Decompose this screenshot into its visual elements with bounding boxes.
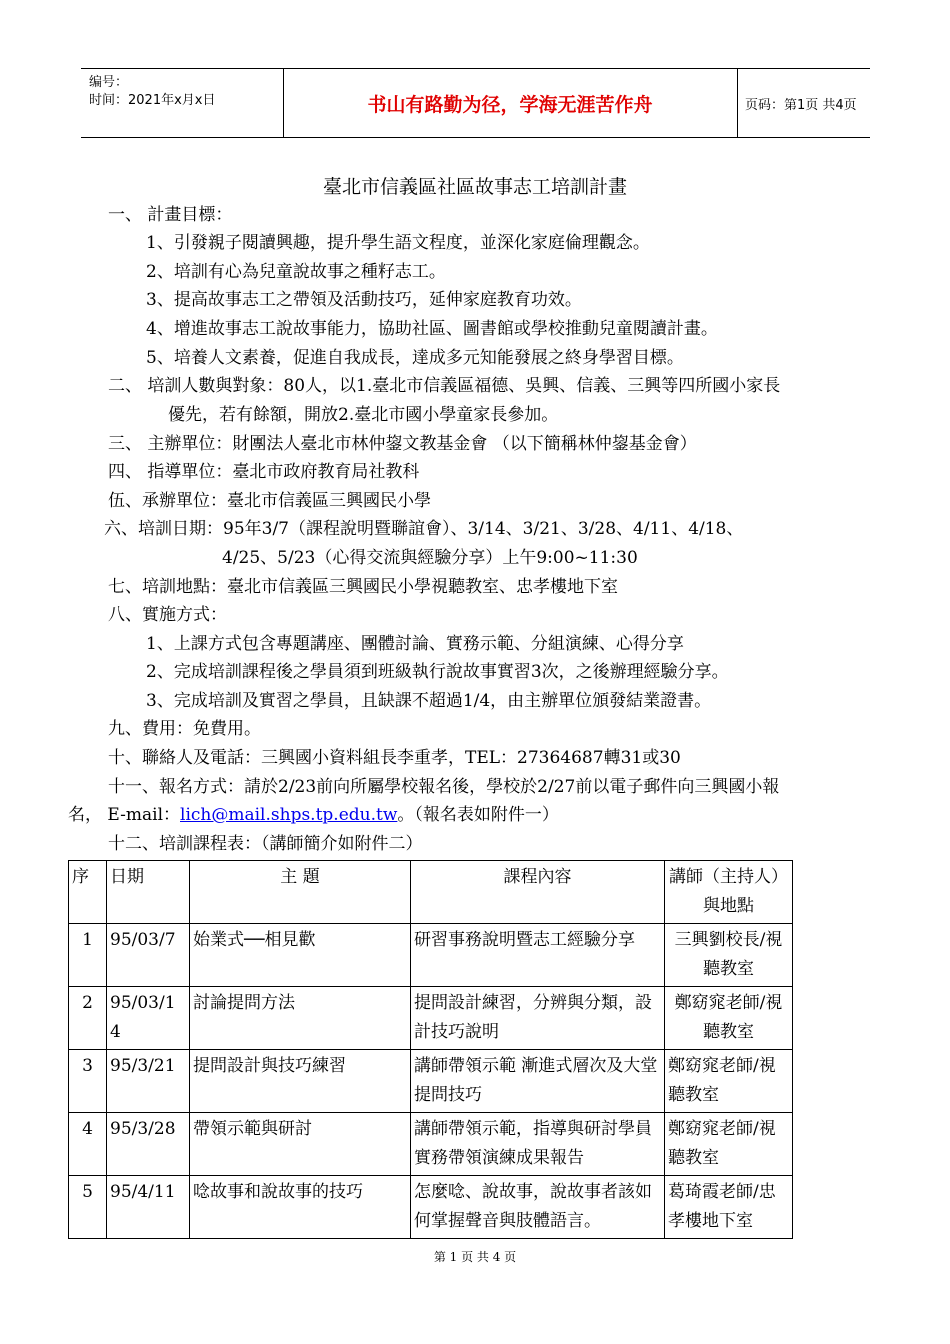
list-item: 3、提高故事志工之帶領及活動技巧，延伸家庭教育功效。 xyxy=(146,290,582,310)
date-label: 时间：2021年x月x日 xyxy=(89,93,216,108)
table-row xyxy=(69,987,793,1050)
email-link[interactable]: lich@mail.shps.tp.edu.tw xyxy=(180,805,398,825)
table-header-row xyxy=(69,861,793,924)
section-heading: 八、實施方式： xyxy=(108,605,227,625)
table-cell: 95/3/28 xyxy=(107,1113,190,1176)
list-item: 5、培養人文素養，促進自我成長，達成多元知能發展之終身學習目標。 xyxy=(146,348,684,368)
table-row xyxy=(69,1113,793,1176)
list-item: 2、培訓有心為兒童說故事之種籽志工。 xyxy=(146,262,446,282)
section-heading: 一、 計畫目標： xyxy=(108,205,233,225)
table-cell: 2 xyxy=(69,987,107,1050)
table-cell: 鄭窈窕老師/視聽教室 xyxy=(665,1113,793,1176)
schedule-table xyxy=(68,860,793,1239)
section-heading: 伍、承辦單位：臺北市信義區三興國民小學 xyxy=(108,491,431,511)
header-meta xyxy=(89,74,215,110)
table-header: 課程內容 xyxy=(411,861,665,924)
table-header: 序 xyxy=(69,861,107,924)
table-cell: 鄭窈窕老師/視聽教室 xyxy=(665,1050,793,1113)
table-cell: 提問設計與技巧練習 xyxy=(190,1050,411,1113)
page-footer: 第 1 页 共 4 页 xyxy=(433,1250,517,1264)
section-heading: 九、費用：免費用。 xyxy=(108,719,261,739)
section-heading: 六、培訓日期：95年3/7（課程說明暨聯誼會）、3/14、3/21、3/28、4/11、4/18、 xyxy=(104,519,744,539)
table-header: 日期 xyxy=(107,861,190,924)
table-row xyxy=(69,924,793,987)
table-header: 主 題 xyxy=(190,861,411,924)
table-cell: 1 xyxy=(69,924,107,987)
table-cell: 95/4/11 xyxy=(107,1176,190,1239)
table-cell: 提問設計練習，分辨與分類，設計技巧說明 xyxy=(411,987,665,1050)
section-heading: 十一、報名方式：請於2/23前向所屬學校報名後，學校於2/27前以電子郵件向三興國小報 xyxy=(108,777,780,797)
email-line xyxy=(68,803,559,827)
section-heading: 十二、培訓課程表：（講師簡介如附件二） xyxy=(108,834,423,854)
section-heading: 十、聯絡人及電話：三興國小資料組長李重孝，TEL：27364687轉31或30 xyxy=(108,748,681,768)
section-heading: 四、 指導單位：臺北市政府教育局社教科 xyxy=(108,462,420,482)
table-cell: 鄭窈窕老師/視聽教室 xyxy=(665,987,793,1050)
list-item: 1、上課方式包含專題講座、團體討論、實務示範、分組演練、心得分享 xyxy=(146,634,684,654)
header-divider xyxy=(737,69,738,137)
table-cell: 4 xyxy=(69,1113,107,1176)
table-cell: 講師帶領示範，指導與研討學員實務帶領演練成果報告 xyxy=(411,1113,665,1176)
list-item: 2、完成培訓課程後之學員須到班級執行說故事實習3次，之後辦理經驗分享。 xyxy=(146,662,729,682)
header-motto: 书山有路勤为径，学海无涯苦作舟 xyxy=(367,93,653,116)
list-item: 3、完成培訓及實習之學員，且缺課不超過1/4，由主辦單位頒發結業證書。 xyxy=(146,691,712,711)
section-text: 4/25、5/23（心得交流與經驗分享）上午9:00~11:30 xyxy=(222,548,638,568)
list-item: 1、引發親子閱讀興趣，提升學生語文程度，並深化家庭倫理觀念。 xyxy=(146,233,650,253)
table-cell: 帶領示範與研討 xyxy=(190,1113,411,1176)
table-cell: 討論提問方法 xyxy=(190,987,411,1050)
document-title: 臺北市信義區社區故事志工培訓計畫 xyxy=(322,176,627,198)
table-row xyxy=(69,1176,793,1239)
list-item: 4、增進故事志工說故事能力，協助社區、圖書館或學校推動兒童閱讀計畫。 xyxy=(146,319,718,339)
number-label: 编号： xyxy=(89,75,129,90)
document-header xyxy=(81,68,870,138)
table-cell: 始業式──相見歡 xyxy=(190,924,411,987)
email-suffix: 。（報名表如附件一） xyxy=(397,805,559,825)
table-row xyxy=(69,1050,793,1113)
section-heading: 二、 培訓人數與對象：80人，以1.臺北市信義區福德、吳興、信義、三興等四所國小家長 xyxy=(108,376,781,396)
section-text: 優先，若有餘額，開放2.臺北市國小學童家長參加。 xyxy=(168,405,559,425)
section-heading: 三、 主辦單位：財團法人臺北市林仲鋆文教基金會 （以下簡稱林仲鋆基金會） xyxy=(108,434,697,454)
email-prefix: 名， E-mail： xyxy=(68,805,181,825)
table-cell: 95/3/21 xyxy=(107,1050,190,1113)
page-label: 页码：第1页 共4页 xyxy=(745,97,857,113)
table-cell: 研習事務說明暨志工經驗分享 xyxy=(411,924,665,987)
table-cell: 5 xyxy=(69,1176,107,1239)
section-heading: 七、培訓地點：臺北市信義區三興國民小學視聽教室、忠孝樓地下室 xyxy=(108,577,618,597)
table-cell: 95/03/14 xyxy=(107,987,190,1050)
table-cell: 唸故事和說故事的技巧 xyxy=(190,1176,411,1239)
table-cell: 95/03/7 xyxy=(107,924,190,987)
table-header: 講師（主持人）與地點 xyxy=(665,861,793,924)
table-cell: 3 xyxy=(69,1050,107,1113)
table-cell: 講師帶領示範 漸進式層次及大堂提問技巧 xyxy=(411,1050,665,1113)
table-cell: 葛琦霞老師/忠孝樓地下室 xyxy=(665,1176,793,1239)
table-cell: 三興劉校長/視聽教室 xyxy=(665,924,793,987)
table-cell: 怎麼唸、說故事，說故事者該如何掌握聲音與肢體語言。 xyxy=(411,1176,665,1239)
